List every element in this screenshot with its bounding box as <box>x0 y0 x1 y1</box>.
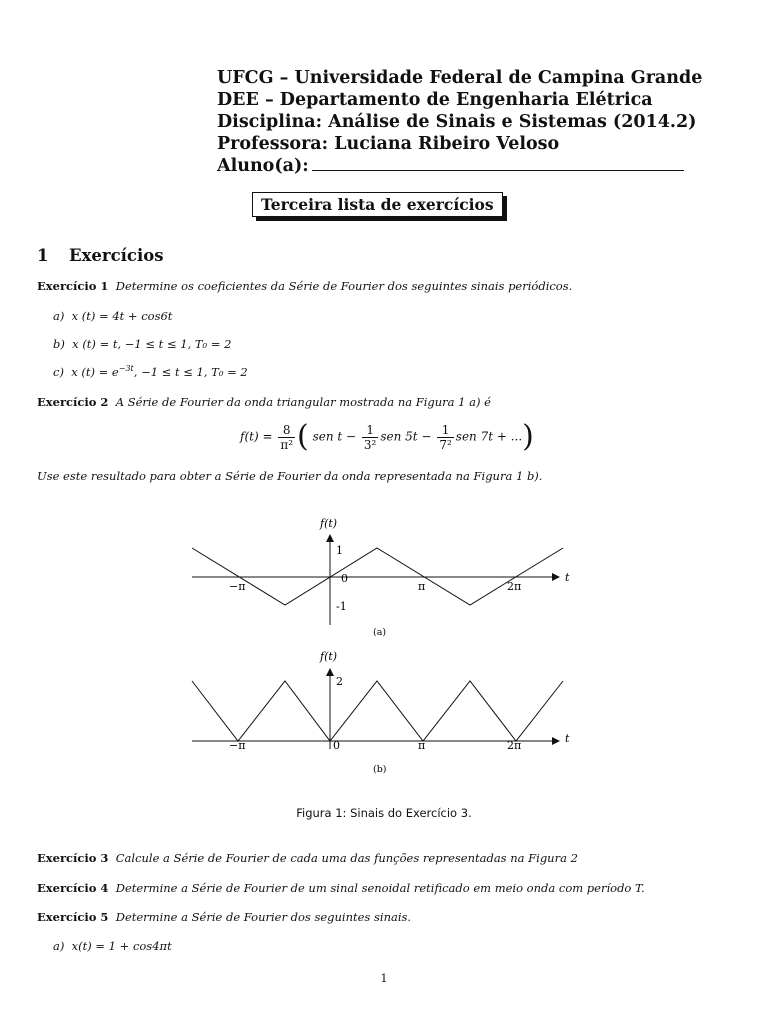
x-tick-2pi: 2π <box>507 580 522 593</box>
header-university: UFCG – Universidade Federal de Campina Grande <box>217 68 703 88</box>
exercise-1-item-b <box>53 337 231 351</box>
header-student-label: Aluno(a): <box>217 156 309 176</box>
y-tick-top: 2 <box>336 675 343 688</box>
x-tick-pi: π <box>418 580 426 593</box>
formula-term: sen 5t − <box>380 429 432 444</box>
y-tick-bottom: -1 <box>336 600 347 613</box>
student-name-line <box>312 170 684 171</box>
item-expression: x(t) = 1 + cos4πt <box>71 939 172 953</box>
exercise-4-label: Exercício 4 <box>37 881 109 895</box>
item-expression-rest: , −1 ≤ t ≤ 1, T₀ = 2 <box>133 364 248 379</box>
y-axis-label: f(t) <box>320 517 338 530</box>
formula-term: sen 7t + ... <box>455 429 523 444</box>
x-tick-neg-pi: −π <box>229 739 246 752</box>
exercise-1-text: Determine os coeficientes da Série de Fourier dos seguintes sinais periódicos. <box>115 279 573 293</box>
header-course: Disciplina: Análise de Sinais e Sistemas (2014.2) <box>217 112 697 132</box>
y-axis-label: f(t) <box>320 650 338 663</box>
section-number: 1 <box>37 246 49 265</box>
fourier-series-formula: f(t) = $\frac{8}{\text{π²}}$ ( sen t − $\frac{1}{\text{3²}}$ sen 5t − $\frac{1}{\text{7²}}$ sen 7t + ...) <box>240 419 534 454</box>
exercise-2-followup: Use este resultado para obter a Série de Fourier da onda representada na Figura 1 b). <box>37 469 543 483</box>
exercise-3-label: Exercício 3 <box>37 851 109 865</box>
page-number: 1 <box>380 972 388 985</box>
item-tag: b) <box>53 337 65 351</box>
item-exponent: −3t <box>118 364 134 373</box>
item-tag: c) <box>53 364 64 379</box>
formula-fraction: $\frac{1}{\text{7²}}$ <box>439 422 452 452</box>
exercise-2-text: A Série de Fourier da onda triangular mostrada na Figura 1 a) é <box>115 395 491 409</box>
exercise-3-text: Calcule a Série de Fourier de cada uma das funções representadas na Figura 2 <box>115 851 578 865</box>
formula-fraction: $\frac{1}{\text{3²}}$ <box>363 422 377 452</box>
x-tick-zero: 0 <box>333 739 340 752</box>
y-axis-arrow <box>326 534 334 542</box>
y-axis-arrow <box>326 668 334 676</box>
title-box-text: Terceira lista de exercícios <box>252 192 503 217</box>
section-heading <box>37 246 164 265</box>
x-tick-2pi: 2π <box>507 739 522 752</box>
x-axis-arrow <box>552 573 560 581</box>
exercise-1-item-c <box>53 364 248 379</box>
exercise-5-label: Exercício 5 <box>37 910 109 924</box>
formula-term: sen t − <box>312 429 357 444</box>
figure-b-sublabel: (b) <box>373 764 387 775</box>
formula-lhs: f(t) = <box>240 429 273 444</box>
figure-a-sublabel: (a) <box>373 627 387 638</box>
x-tick-neg-pi: −π <box>229 580 246 593</box>
exercise-3 <box>37 851 578 865</box>
item-expression: x (t) = 4t + cos6t <box>71 309 173 323</box>
exercise-5-text: Determine a Série de Fourier dos seguintes sinais. <box>115 910 412 924</box>
exercise-1-label: Exercício 1 <box>37 279 109 293</box>
exercise-5-item-a <box>53 939 172 953</box>
figure-caption: Figura 1: Sinais do Exercício 3. <box>296 806 472 820</box>
exercise-1 <box>37 279 572 293</box>
x-tick-pi: π <box>418 739 426 752</box>
item-tag: a) <box>53 309 65 323</box>
title-box <box>252 192 503 217</box>
figure-b-rectified-wave <box>180 645 580 780</box>
section-title: Exercícios <box>69 246 164 265</box>
x-tick-zero: 0 <box>341 572 348 585</box>
header-department: DEE – Departamento de Engenharia Elétrica <box>217 90 653 110</box>
x-axis-label: t <box>565 571 570 584</box>
item-expression: x (t) = e <box>71 364 119 379</box>
exercise-1-item-a <box>53 309 172 323</box>
exercise-4 <box>37 881 645 895</box>
exercise-5 <box>37 910 411 924</box>
exercise-2 <box>37 395 491 409</box>
rectified-wave-line <box>192 681 563 741</box>
item-expression: x (t) = t, −1 ≤ t ≤ 1, T₀ = 2 <box>72 337 232 351</box>
x-axis-label: t <box>565 732 570 745</box>
figure-a-triangle-wave <box>180 510 580 645</box>
y-tick-top: 1 <box>336 544 343 557</box>
exercise-4-text: Determine a Série de Fourier de um sinal senoidal retificado em meio onda com período T. <box>115 881 645 895</box>
formula-fraction: $\frac{8}{\text{π²}}$ <box>280 422 294 452</box>
x-axis-arrow <box>552 737 560 745</box>
item-tag: a) <box>53 939 65 953</box>
exercise-2-label: Exercício 2 <box>37 395 109 409</box>
header-professor: Professora: Luciana Ribeiro Veloso <box>217 134 560 154</box>
